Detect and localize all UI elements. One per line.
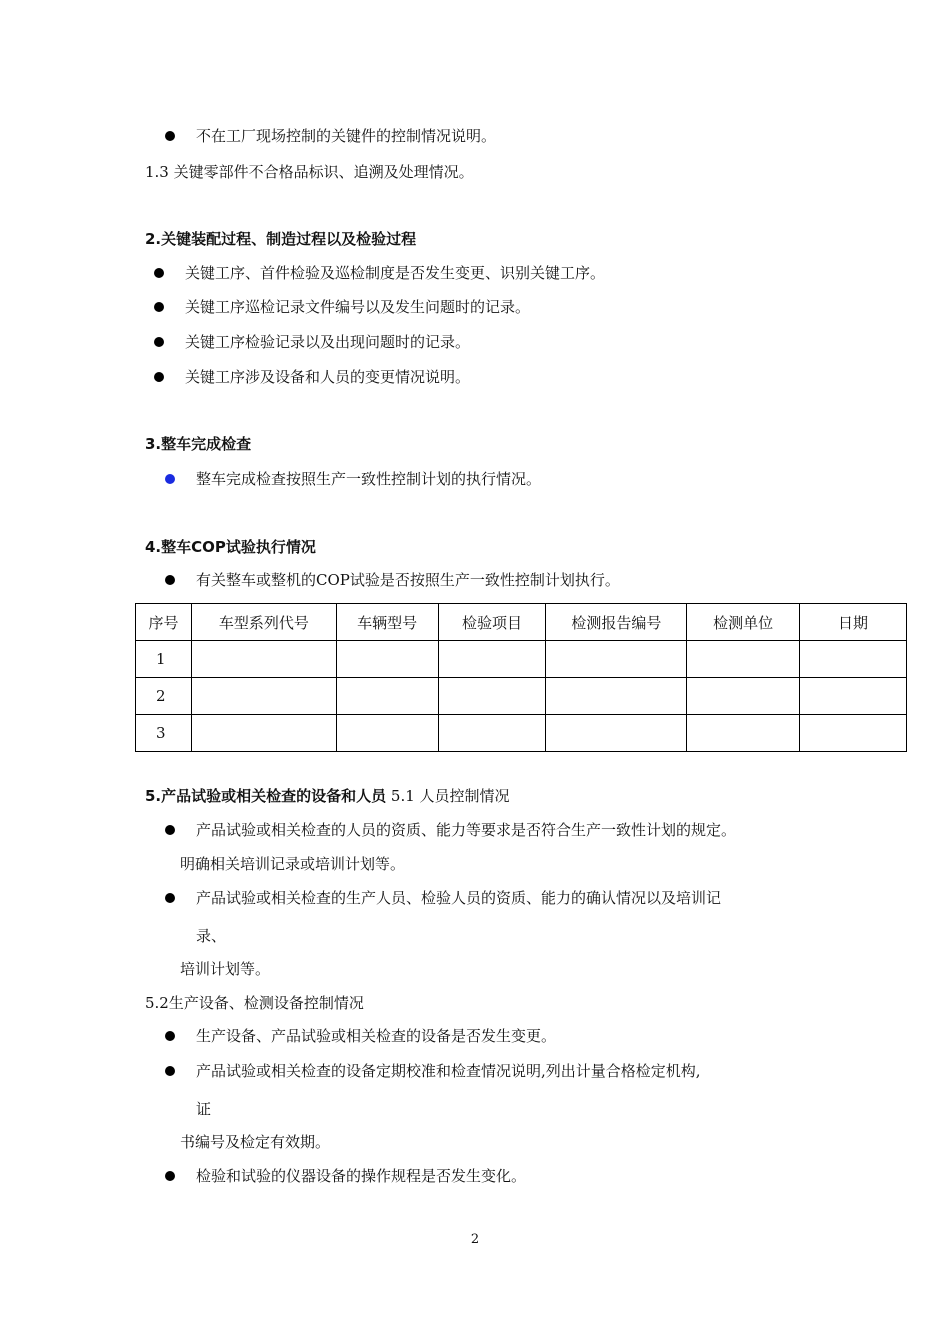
list-item: 有关整车或整机的COP试验是否按照生产一致性控制计划执行。 <box>196 571 620 589</box>
table-cell[interactable] <box>546 678 687 715</box>
list-item: 检验和试验的仪器设备的操作规程是否发生变化。 <box>196 1167 527 1185</box>
bullet-icon <box>165 1066 175 1076</box>
table-cell[interactable] <box>800 678 907 715</box>
list-item: 产品试验或相关检查的人员的资质、能力等要求是否符合生产一致性计划的规定。 <box>196 821 737 839</box>
section-heading-5: 5.产品试验或相关检查的设备和人员 <box>145 787 387 805</box>
bullet-icon <box>154 302 164 312</box>
table-cell[interactable] <box>336 678 438 715</box>
table-row <box>136 641 907 678</box>
column-header: 检验项目 <box>438 604 546 641</box>
bullet-icon <box>165 825 175 835</box>
table-cell[interactable] <box>438 715 546 752</box>
sub-heading-5-1: 5.1 人员控制情况 <box>390 787 510 805</box>
table-cell[interactable] <box>336 641 438 678</box>
bullet-icon <box>165 893 175 903</box>
list-item: 关键工序巡检记录文件编号以及发生问题时的记录。 <box>185 298 531 316</box>
bullet-icon <box>165 1171 175 1181</box>
list-item-continuation: 明确相关培训记录或培训计划等。 <box>180 855 406 873</box>
table-cell: 3 <box>136 715 192 752</box>
section-heading-2: 2.关键装配过程、制造过程以及检验过程 <box>145 230 417 248</box>
column-header: 车型系列代号 <box>191 604 336 641</box>
table-row <box>136 715 907 752</box>
table-cell[interactable] <box>191 641 336 678</box>
table-cell: 1 <box>136 641 192 678</box>
list-item: 关键工序涉及设备和人员的变更情况说明。 <box>185 368 471 386</box>
section-heading-4: 4.整车COP试验执行情况 <box>145 538 316 556</box>
table-cell[interactable] <box>191 715 336 752</box>
bullet-icon <box>165 1031 175 1041</box>
column-header: 检测报告编号 <box>546 604 687 641</box>
table-cell[interactable] <box>546 641 687 678</box>
table-cell[interactable] <box>800 715 907 752</box>
bullet-icon <box>154 268 164 278</box>
table-cell[interactable] <box>438 641 546 678</box>
table-cell[interactable] <box>546 715 687 752</box>
bullet-icon <box>154 337 164 347</box>
cop-test-table <box>135 603 907 752</box>
bullet-icon <box>165 131 175 141</box>
bullet-icon <box>165 575 175 585</box>
list-item: 关键工序检验记录以及出现问题时的记录。 <box>185 333 471 351</box>
column-header: 序号 <box>136 604 192 641</box>
table-cell[interactable] <box>687 715 800 752</box>
page-number: 2 <box>470 1232 480 1247</box>
text-line: 不在工厂现场控制的关键件的控制情况说明。 <box>196 127 497 145</box>
table-cell[interactable] <box>687 641 800 678</box>
section-heading-5-line <box>145 786 510 806</box>
list-item: 生产设备、产品试验或相关检查的设备是否发生变更。 <box>196 1027 557 1045</box>
list-item: 产品试验或相关检查的设备定期校准和检查情况说明,列出计量合格检定机构, <box>196 1062 701 1080</box>
list-item: 整车完成检查按照生产一致性控制计划的执行情况。 <box>196 470 542 488</box>
column-header: 日期 <box>800 604 907 641</box>
table-cell[interactable] <box>336 715 438 752</box>
list-item: 产品试验或相关检查的生产人员、检验人员的资质、能力的确认情况以及培训记 <box>196 889 722 907</box>
table-cell: 2 <box>136 678 192 715</box>
bullet-icon <box>154 372 164 382</box>
list-item: 关键工序、首件检验及巡检制度是否发生变更、识别关键工序。 <box>185 264 606 282</box>
sub-heading-1-3: 1.3 关键零部件不合格品标识、追溯及处理情况。 <box>145 163 474 181</box>
section-heading-3: 3.整车完成检查 <box>145 435 252 453</box>
bullet-icon <box>165 474 175 484</box>
column-header: 车辆型号 <box>336 604 438 641</box>
table-cell[interactable] <box>438 678 546 715</box>
column-header: 检测单位 <box>687 604 800 641</box>
sub-heading-5-2: 5.2生产设备、检测设备控制情况 <box>145 994 364 1012</box>
table-header-row <box>136 604 907 641</box>
list-item-continuation: 证 <box>196 1100 212 1118</box>
list-item-continuation: 录、 <box>196 927 227 945</box>
table-cell[interactable] <box>800 641 907 678</box>
list-item-continuation: 书编号及检定有效期。 <box>180 1133 331 1151</box>
list-item-continuation: 培训计划等。 <box>180 960 271 978</box>
table-cell[interactable] <box>687 678 800 715</box>
table-cell[interactable] <box>191 678 336 715</box>
table-row <box>136 678 907 715</box>
